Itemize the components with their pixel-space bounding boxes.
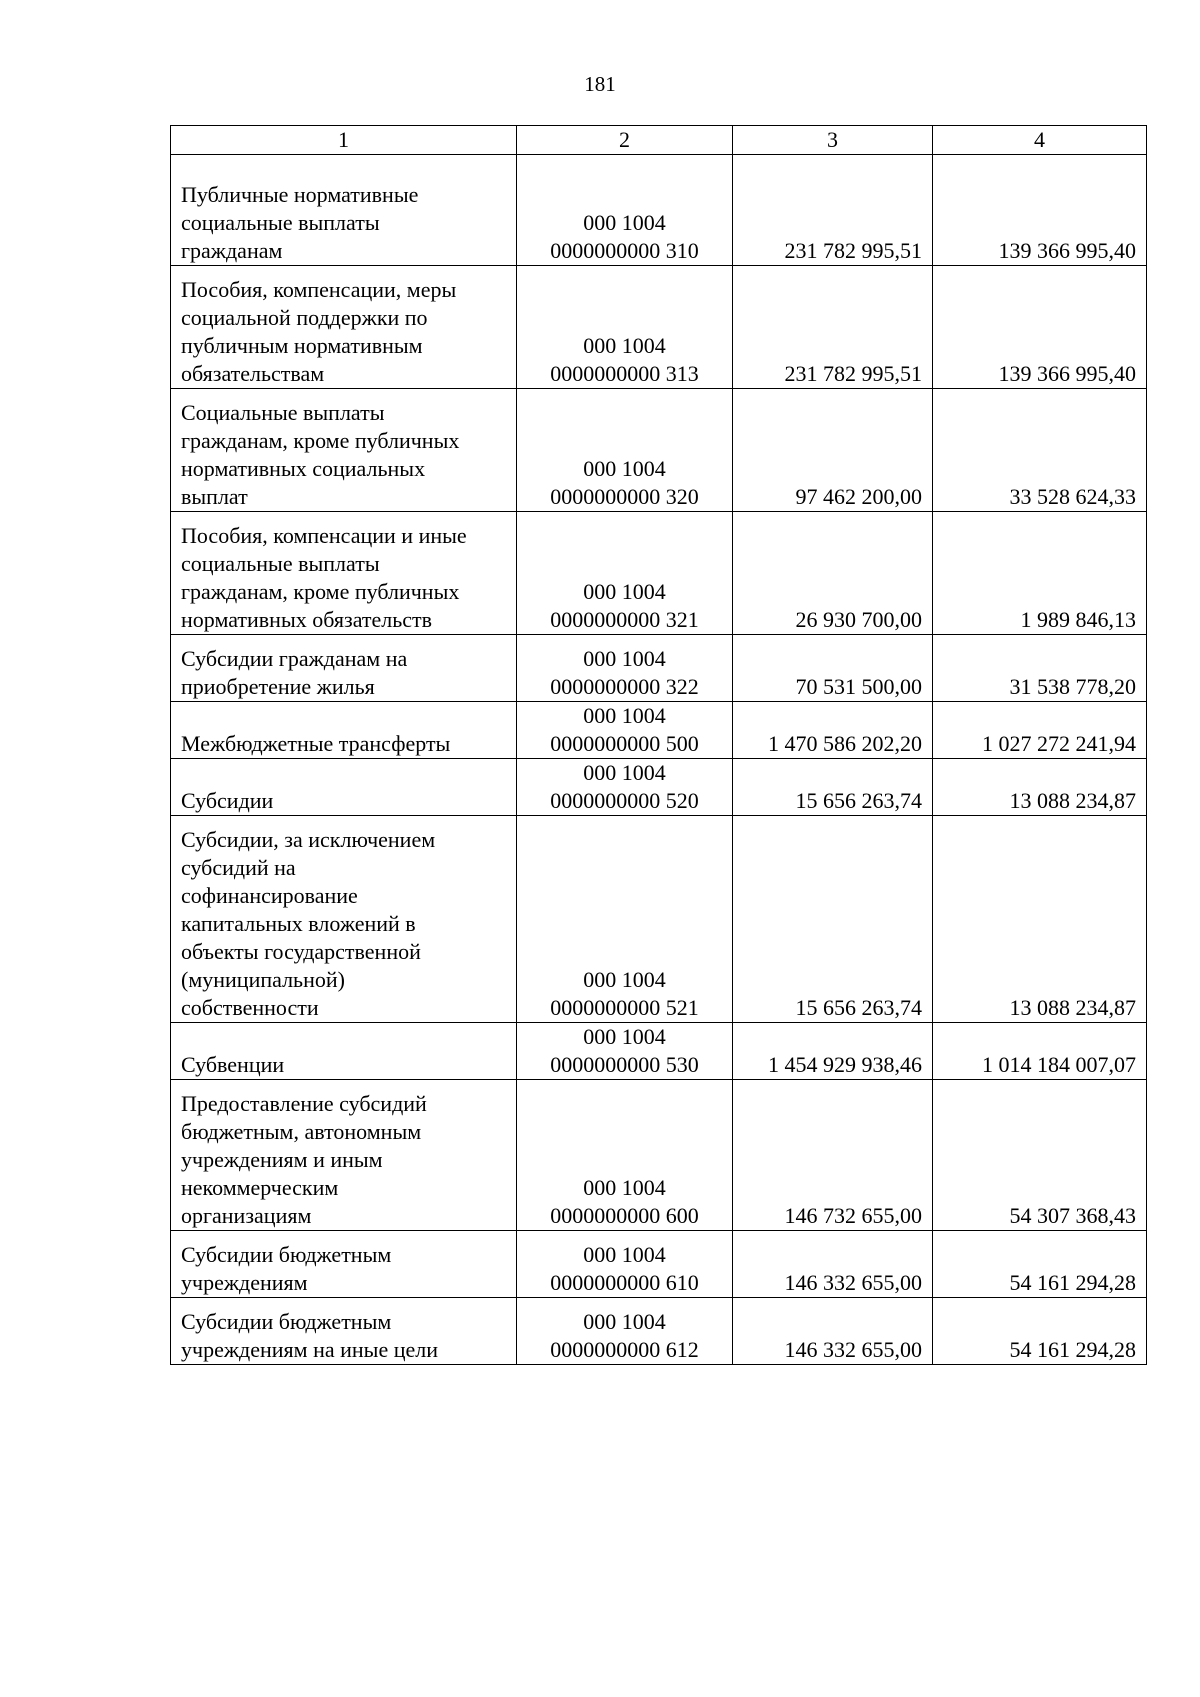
row-code-line: 000 1004 [583,1175,666,1200]
row-name-line: гражданам, кроме публичных [181,428,460,453]
row-name-line: Предоставление субсидий [181,1091,427,1116]
row-code-cell [517,389,733,512]
row-name-cell [171,1298,517,1365]
row-amount-col4: 13 088 234,87 [933,816,1147,1023]
row-name-line: нормативных социальных [181,456,426,481]
table-row [171,1298,1147,1365]
row-name-line: бюджетным, автономным [181,1119,422,1144]
table-row [171,1231,1147,1298]
row-amount-col4: 1 027 272 241,94 [933,702,1147,759]
header-row [171,126,1147,155]
row-amount-col3: 146 732 655,00 [733,1080,933,1231]
row-name-cell [171,1023,517,1080]
row-amount-col4: 139 366 995,40 [933,266,1147,389]
row-code-line: 000 1004 [583,760,666,785]
column-header: 4 [933,126,1147,155]
row-name-line: нормативных обязательств [181,607,433,632]
row-code-cell [517,155,733,266]
table-row [171,702,1147,759]
row-name-cell [171,389,517,512]
table-row [171,1080,1147,1231]
row-name-cell [171,1231,517,1298]
table-row [171,635,1147,702]
row-name-line: Пособия, компенсации и иные [181,523,467,548]
row-name-cell [171,155,517,266]
row-amount-col3: 1 454 929 938,46 [733,1023,933,1080]
row-code-cell [517,1023,733,1080]
row-name-line: учреждениям [181,1270,308,1295]
row-name-cell [171,759,517,816]
row-amount-col4: 31 538 778,20 [933,635,1147,702]
row-code-line: 000 1004 [583,333,666,358]
row-code-line: 0000000000 610 [550,1270,699,1295]
row-amount-col4: 13 088 234,87 [933,759,1147,816]
row-code-cell [517,1080,733,1231]
row-amount-col3: 97 462 200,00 [733,389,933,512]
table-row [171,389,1147,512]
row-code-cell [517,816,733,1023]
row-code-line: 0000000000 321 [550,607,699,632]
row-name-line: обязательствам [181,361,325,386]
row-amount-col4: 1 989 846,13 [933,512,1147,635]
row-name-line: учреждениям на иные цели [181,1337,438,1362]
row-code-cell [517,702,733,759]
row-code-line: 000 1004 [583,579,666,604]
row-code-cell [517,1231,733,1298]
row-name-line: Субсидии [181,788,274,813]
page-number: 181 [584,72,616,96]
row-name-line: Социальные выплаты [181,400,385,425]
table-body [171,155,1147,1365]
row-name-cell [171,512,517,635]
row-code-cell [517,1298,733,1365]
table-row [171,155,1147,266]
row-name-line: учреждениям и иным [181,1147,383,1172]
row-amount-col4: 1 014 184 007,07 [933,1023,1147,1080]
row-amount-col4: 33 528 624,33 [933,389,1147,512]
row-amount-col3: 146 332 655,00 [733,1298,933,1365]
row-name-line: организациям [181,1203,312,1228]
row-code-line: 000 1004 [583,456,666,481]
row-code-line: 0000000000 313 [550,361,699,386]
row-code-cell [517,512,733,635]
row-amount-col3: 15 656 263,74 [733,816,933,1023]
row-code-line: 000 1004 [583,1242,666,1267]
row-name-line: Публичные нормативные [181,182,419,207]
row-code-line: 0000000000 520 [550,788,699,813]
column-header: 2 [517,126,733,155]
row-name-cell [171,816,517,1023]
row-amount-col4: 54 307 368,43 [933,1080,1147,1231]
table-row [171,266,1147,389]
row-amount-col3: 231 782 995,51 [733,155,933,266]
row-amount-col4: 54 161 294,28 [933,1231,1147,1298]
row-amount-col3: 70 531 500,00 [733,635,933,702]
row-name-line: Субвенции [181,1052,285,1077]
row-amount-col3: 15 656 263,74 [733,759,933,816]
row-code-line: 0000000000 500 [550,731,699,756]
row-code-cell [517,266,733,389]
row-name-line: Субсидии, за исключением [181,827,436,852]
table-row [171,816,1147,1023]
row-name-line: субсидий на [181,855,296,880]
row-amount-col3: 1 470 586 202,20 [733,702,933,759]
row-name-line: гражданам, кроме публичных [181,579,460,604]
row-amount-col3: 146 332 655,00 [733,1231,933,1298]
row-name-line: Пособия, компенсации, меры [181,277,457,302]
row-name-line: софинансирование [181,883,358,908]
row-name-line: социальные выплаты [181,210,380,235]
row-code-cell [517,635,733,702]
row-name-line: гражданам [181,238,283,263]
row-code-line: 000 1004 [583,1024,666,1049]
row-amount-col3: 26 930 700,00 [733,512,933,635]
row-name-cell [171,1080,517,1231]
row-code-line: 0000000000 320 [550,484,699,509]
row-name-line: объекты государственной [181,939,421,964]
row-amount-col3: 231 782 995,51 [733,266,933,389]
row-name-line: выплат [181,484,248,509]
row-code-line: 000 1004 [583,210,666,235]
row-name-line: (муниципальной) [181,967,345,992]
row-name-line: приобретение жилья [181,674,375,699]
row-code-line: 000 1004 [583,703,666,728]
column-header: 3 [733,126,933,155]
row-name-line: Субсидии бюджетным [181,1309,392,1334]
row-name-line: капитальных вложений в [181,911,416,936]
row-name-line: публичным нормативным [181,333,423,358]
row-code-line: 0000000000 521 [550,995,699,1020]
row-code-line: 0000000000 600 [550,1203,699,1228]
row-name-cell [171,635,517,702]
row-code-line: 0000000000 612 [550,1337,699,1362]
row-name-cell [171,702,517,759]
row-name-line: социальные выплаты [181,551,380,576]
row-code-line: 0000000000 530 [550,1052,699,1077]
row-code-line: 000 1004 [583,646,666,671]
row-name-cell [171,266,517,389]
table-row [171,1023,1147,1080]
row-name-line: социальной поддержки по [181,305,428,330]
column-header: 1 [171,126,517,155]
row-name-line: Межбюджетные трансферты [181,731,451,756]
budget-table [170,125,1147,1365]
row-code-line: 0000000000 310 [550,238,699,263]
table-row [171,512,1147,635]
row-code-cell [517,759,733,816]
row-name-line: Субсидии бюджетным [181,1242,392,1267]
row-name-line: некоммерческим [181,1175,339,1200]
row-code-line: 000 1004 [583,967,666,992]
table-row [171,759,1147,816]
row-name-line: собственности [181,995,319,1020]
row-code-line: 000 1004 [583,1309,666,1334]
row-amount-col4: 54 161 294,28 [933,1298,1147,1365]
row-amount-col4: 139 366 995,40 [933,155,1147,266]
row-code-line: 0000000000 322 [550,674,699,699]
row-name-line: Субсидии гражданам на [181,646,408,671]
